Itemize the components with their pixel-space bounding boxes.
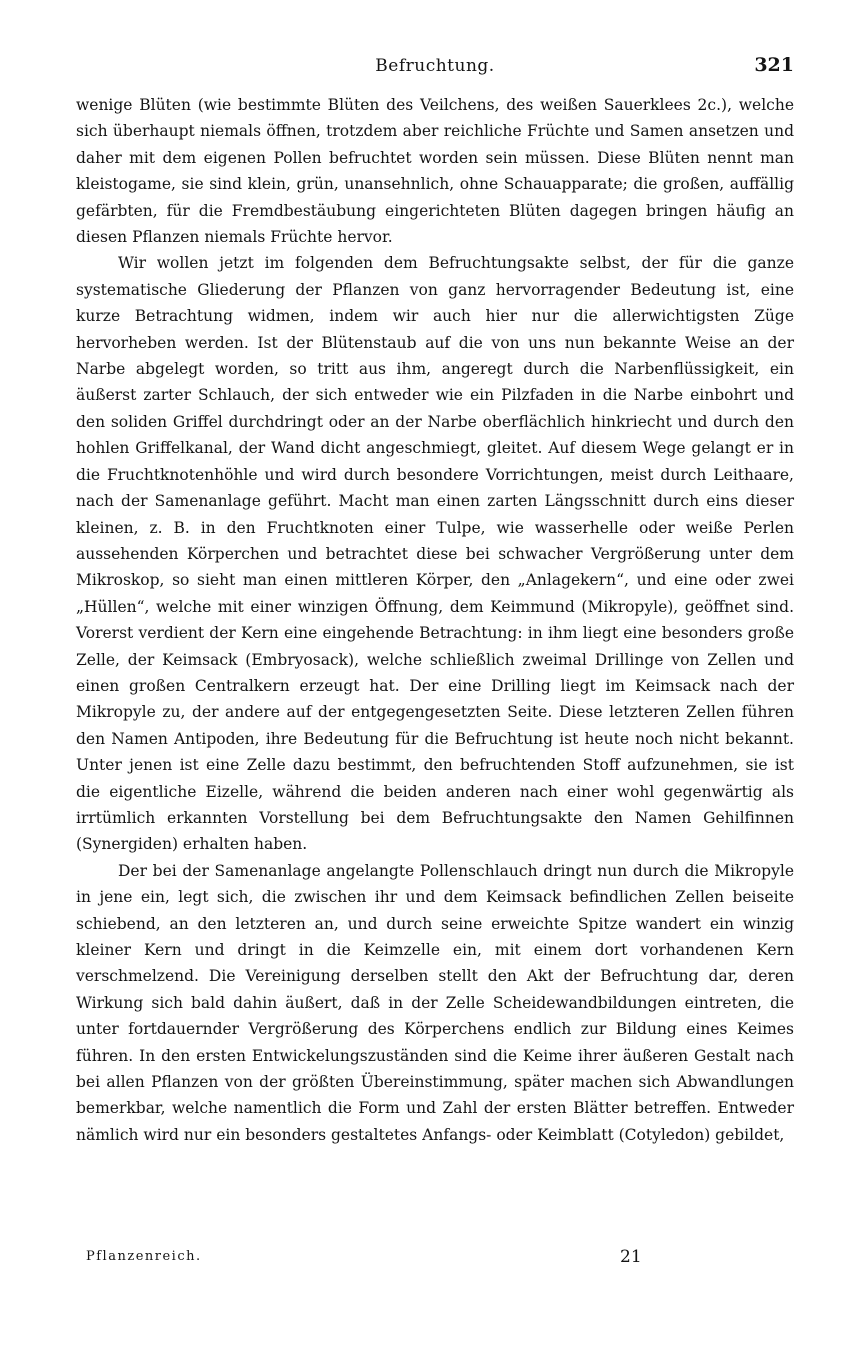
page-header <box>76 54 794 82</box>
body-text <box>76 92 794 1148</box>
page-footer <box>76 1247 794 1271</box>
paragraph-continuation: wenige Blüten (wie bestimmte Blüten des Veilchens, des weißen Sauerklees 2c.), welche sich überhaupt niemals öffnen, trotzdem aber reichliche Früchte und Samen ansetzen und daher mit dem eigenen Pollen befruchtet worden sein müssen. Diese Blüten nennt man kleistogame, sie sind klein, grün, unansehnlich, ohne Schauapparate; die großen, auffällig gefärbten, für die Fremdbestäubung eingerichteten Blüten dagegen bringen häufig an diesen Pflanzen niemals Früchte hervor. <box>76 96 794 247</box>
paragraph-fertilization-act: Wir wollen jetzt im folgenden dem Befruchtungsakte selbst, der für die ganze systematische Gliederung der Pflanzen von ganz hervorragender Bedeutung ist, eine kurze Betrachtung widmen, indem wir auch hier nur die allerwichtigsten Züge hervorheben werden. Ist der Blütenstaub auf die von uns nun bekannte Weise an der Narbe abgelegt worden, so tritt aus ihm, angeregt durch die Narbenflüssigkeit, ein äußerst zarter Schlauch, der sich entweder wie ein Pilzfaden in die Narbe einbohrt und den soliden Griffel durchdringt oder an der Narbe oberflächlich hinkriecht und durch den hohlen Griffelkanal, der Wand dicht angeschmiegt, gleitet. Auf diesem Wege gelangt er in die Fruchtknotenhöhle und wird durch besondere Vorrichtungen, meist durch Leithaare, nach der Samenanlage geführt. Macht man einen zarten Längsschnitt durch eins dieser kleinen, z. B. in den Fruchtknoten einer Tulpe, wie wasserhelle oder weiße Perlen aussehenden Körperchen und betrachtet diese bei schwacher Vergrößerung unter dem Mikroskop, so sieht man einen mittleren Körper, den „Anlagekern“, und eine oder zwei „Hüllen“, welche mit einer winzigen Öffnung, dem Keimmund (Mikropyle), geöffnet sind. Vorerst verdient der Kern eine eingehende Betrachtung: in ihm liegt eine besonders große Zelle, der Keimsack (Embryosack), welche schließlich zweimal Drillinge von Zellen und einen großen Centralkern erzeugt hat. Der eine Drilling liegt im Keimsack nach der Mikropyle zu, der andere auf der entgegengesetzten Seite. Diese letzteren Zellen führen den Namen Antipoden, ihre Bedeutung für die Befruchtung ist heute noch nicht bekannt. Unter jenen ist eine Zelle dazu bestimmt, den befruchtenden Stoff aufzunehmen, sie ist die eigentliche Eizelle, während die beiden anderen nach einer wohl gegenwärtig als irrtümlich erkannten Vorstellung bei dem Befruchtungsakte den Namen Gehilfinnen (Synergiden) erhalten haben. <box>76 254 794 854</box>
signature-mark: Pflanzenreich. <box>86 1249 202 1264</box>
running-head: Befruchtung. <box>375 56 495 76</box>
page-number: 321 <box>754 54 794 76</box>
paragraph-pollen-tube: Der bei der Samenanlage angelangte Pollenschlauch dringt nun durch die Mikropyle in jene ein, legt sich, die zwischen ihr und dem Keimsack befindlichen Zellen beiseite schiebend, an den letzteren an, und durch seine erweichte Spitze wandert ein winzig kleiner Kern und dringt in die Keimzelle ein, mit einem dort vorhandenen Kern verschmelzend. Die Vereinigung derselben stellt den Akt der Befruchtung dar, deren Wirkung sich bald dahin äußert, daß in der Zelle Scheidewandbildungen eintreten, die unter fortdauernder Vergrößerung des Körperchens endlich zur Bildung eines Keimes führen. In den ersten Entwickelungszuständen sind die Keime ihrer äußeren Gestalt nach bei allen Pflanzen von der größten Übereinstimmung, später machen sich Abwandlungen bemerkbar, welche namentlich die Form und Zahl der ersten Blätter betreffen. Entweder nämlich wird nur ein besonders gestaltetes Anfangs- oder Keimblatt (Cotyledon) gebildet, <box>76 861 794 1144</box>
sheet-number: 21 <box>620 1247 642 1267</box>
